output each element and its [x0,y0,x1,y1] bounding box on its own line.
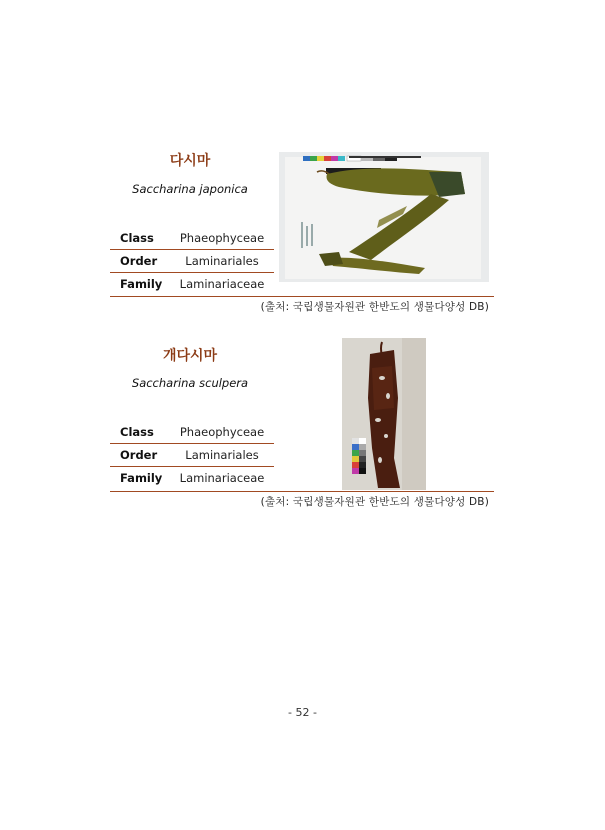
taxonomy-row-family [110,273,274,295]
rank-value: Phaeophyceae [179,231,265,245]
taxonomy-row-class [110,421,274,444]
taxonomy-row-order [110,444,274,467]
taxonomy-row-class [110,227,274,250]
rank-label: Order [120,254,158,268]
rank-value: Phaeophyceae [179,425,265,439]
specimen-photo [279,152,489,282]
rank-label: Class [120,425,154,439]
rank-value: Laminariales [185,254,259,268]
kelp-specimen-image [279,152,489,282]
image-source-caption: (출처: 국립생물자원관 한반도의 생물다양성 DB) [260,496,489,508]
korean-name: 개다시마 [162,348,218,364]
taxonomy-row-family [110,467,274,489]
rank-label: Order [120,448,158,462]
taxonomy-table [110,227,274,295]
kelp-specimen-image [342,338,426,490]
scientific-name: Saccharina sculpera [131,376,249,390]
rank-value: Laminariaceae [179,471,265,485]
rank-value: Laminariaceae [179,277,265,291]
rank-label: Family [120,471,163,485]
korean-name: 다시마 [169,153,211,169]
specimen-photo [342,338,426,490]
caption-rule [110,296,494,297]
rank-value: Laminariales [185,448,259,462]
page-number: - 52 - [288,706,317,719]
image-source-caption: (출처: 국립생물자원관 한반도의 생물다양성 DB) [260,301,489,313]
rank-label: Family [120,277,163,291]
taxonomy-row-order [110,250,274,273]
caption-rule [110,491,494,492]
rank-label: Class [120,231,154,245]
scientific-name: Saccharina japonica [132,182,248,196]
taxonomy-table [110,421,274,489]
